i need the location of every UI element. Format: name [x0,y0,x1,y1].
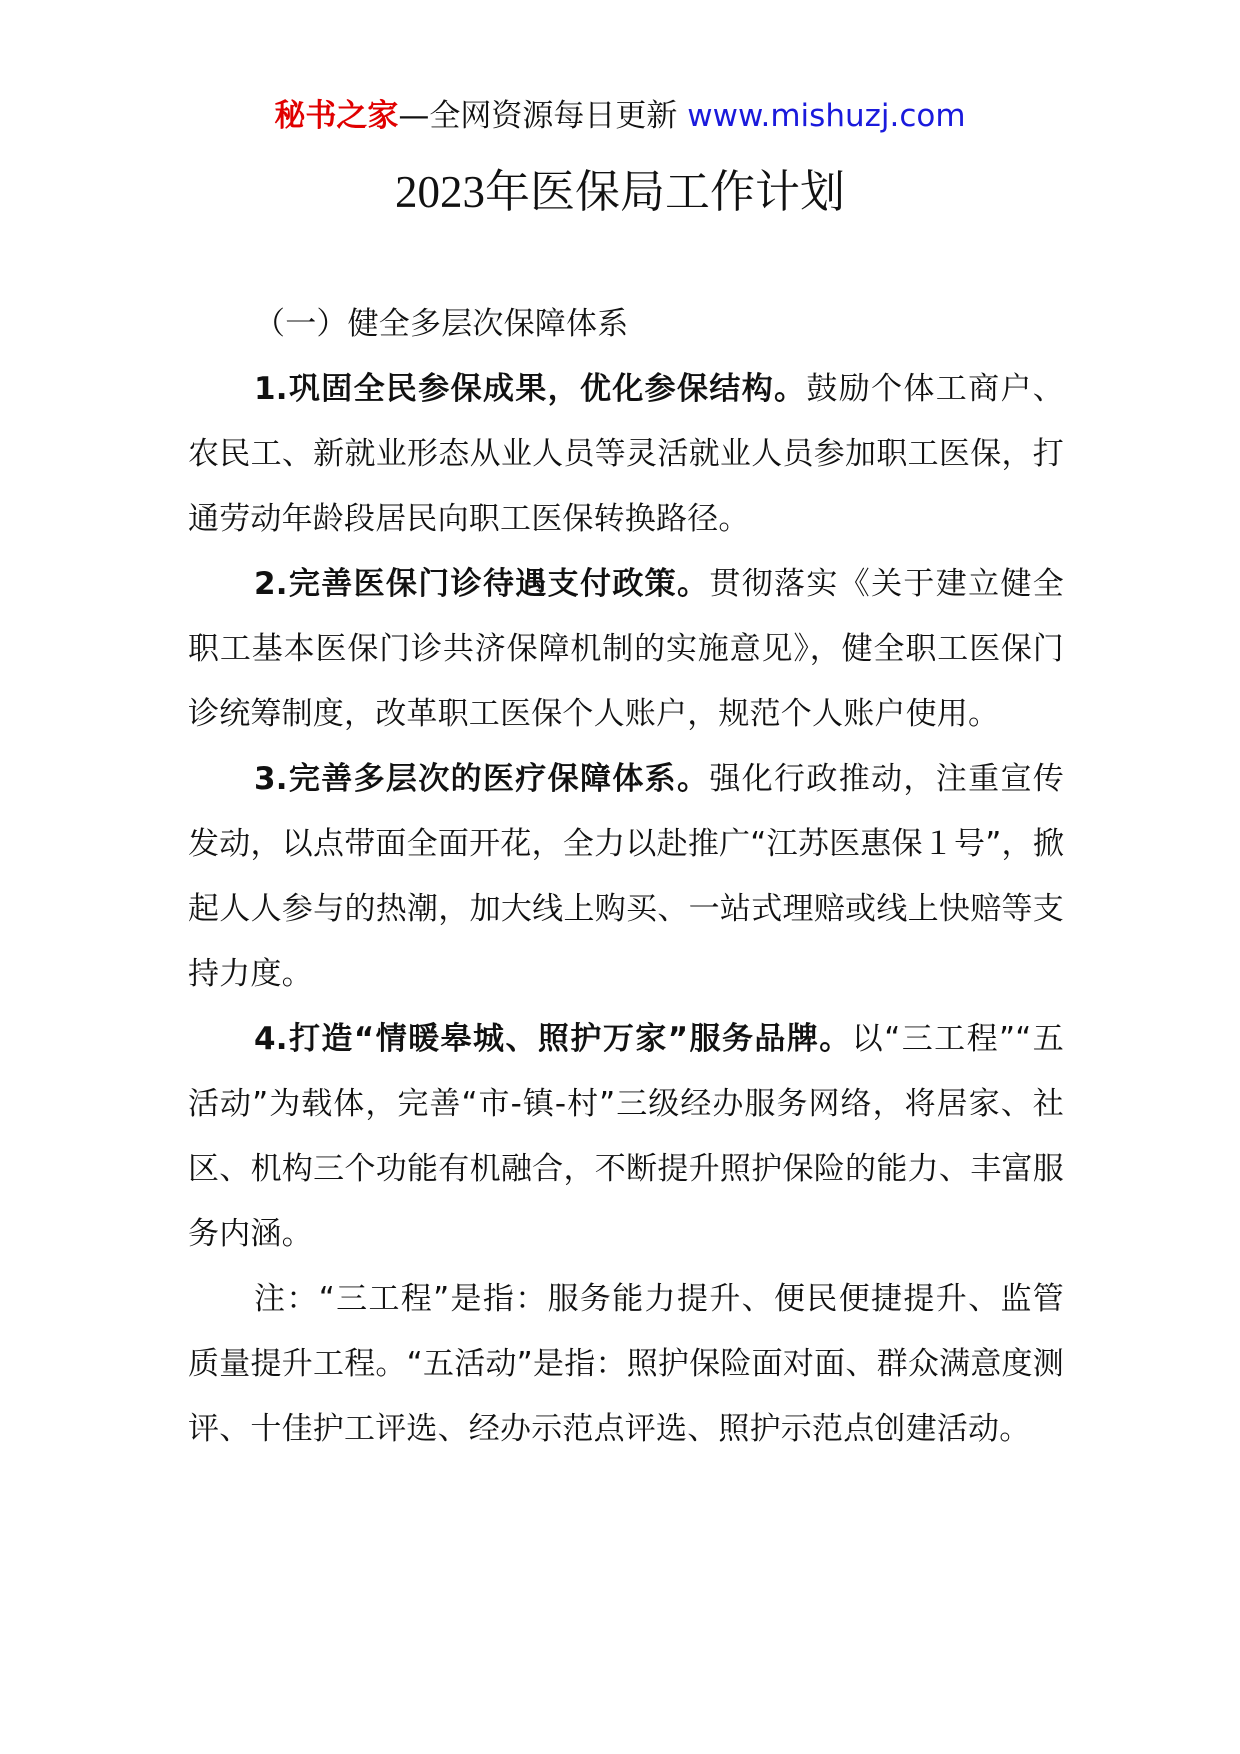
site-url-link[interactable]: www.mishuzj.com [687,98,966,134]
item-lead: 1.巩固全民参保成果，优化参保结构。 [254,371,807,407]
site-brand: 秘书之家 [274,98,399,134]
item-lead: 4.打造“情暖皋城、照护万家”服务品牌。 [254,1021,852,1057]
item-lead: 3.完善多层次的医疗保障体系。 [254,761,710,797]
site-header [0,96,1240,136]
list-item [188,747,1064,1007]
site-slogan: —全网资源每日更新 [398,98,688,134]
item-lead: 2.完善医保门诊待遇支付政策。 [254,566,710,602]
item-body: 强化行政推动，注重宣传发动，以点带面全面开花，全力以赴推广“江苏医惠保１号”，掀起人人参与的热潮，加大线上购买、一站式理赔或线上快赔等支持力度。 [188,761,1064,992]
list-item [188,1007,1064,1267]
section-heading: （一）健全多层次保障体系 [254,306,629,342]
item-body: 以“三工程”“五活动”为载体，完善“市-镇-村”三级经办服务网络，将居家、社区、机构三个功能有机融合，不断提升照护保险的能力、丰富服务内涵。 [188,1021,1064,1252]
document-body [188,292,1064,1462]
title-text: 年医保局工作计划 [484,165,845,218]
document-title [0,164,1240,220]
note-paragraph: 注：“三工程”是指：服务能力提升、便民便捷提升、监管质量提升工程。“五活动”是指：照护保险面对面、群众满意度测评、十佳护工评选、经办示范点评选、照护示范点创建活动。 [188,1281,1064,1447]
title-year: 2023 [394,167,485,217]
list-item [188,357,1064,552]
list-item [188,552,1064,747]
item-body: 鼓励个体工商户、农民工、新就业形态从业人员等灵活就业人员参加职工医保，打通劳动年龄段居民向职工医保转换路径。 [188,371,1064,537]
item-body: 贯彻落实《关于建立健全职工基本医保门诊共济保障机制的实施意见》，健全职工医保门诊统筹制度，改革职工医保个人账户，规范个人账户使用。 [188,566,1064,732]
